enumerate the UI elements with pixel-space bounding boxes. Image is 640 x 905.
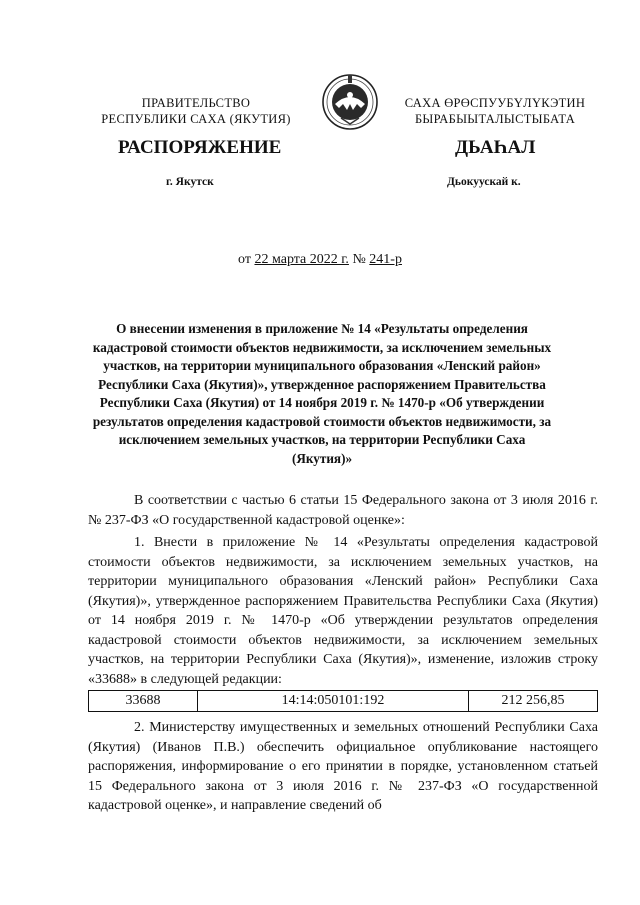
issuer-line-1: ПРАВИТЕЛЬСТВО [141,96,251,110]
cell-cadastral-value: 212 256,85 [469,691,598,712]
number-sign: № [348,252,370,267]
issuer-header-ru [96,95,296,127]
amendment-table [88,690,598,712]
table-row [89,691,598,712]
cell-cadastral-number: 14:14:050101:192 [198,691,469,712]
city-sah: Дьокуускай к. [447,176,521,188]
doc-type-ru: РАСПОРЯЖЕНИЕ [118,137,282,158]
document-date: 22 марта 2022 г. [254,252,349,267]
issuer-header-sah [390,95,600,127]
date-prefix: от [238,252,255,267]
paragraph-item-1: 1. Внести в приложение № 14 «Результаты определения кадастровой стоимости объектов недвижимости, за исключением земельных участков, на территории муниципального образования «Ленский район» Республики Саха (Якутия)», утвержденное распоряжением Правительства Республики Саха (Якутия) от 14 ноября 2019 г. № 1470-р «Об утверждении результатов определения кадастровой стоимости объектов недвижимости, за исключением земельных участков, на территории Республики Саха (Якутия)», изменение, изложив строку «33688» в следующей редакции: [88,535,598,687]
date-number-line [0,252,640,268]
city-ru: г. Якутск [166,176,214,188]
document-number: 241-р [369,252,402,267]
doc-type-sah: ДЬАҺАЛ [455,137,536,158]
issuer-line-1-sah: САХА ӨРӨСПУУБҮЛҮКЭТИН [404,96,586,110]
issuer-line-2: РЕСПУБЛИКИ САХА (ЯКУТИЯ) [101,112,291,126]
cell-row-number: 33688 [89,691,198,712]
paragraph-preamble: В соответствии с частью 6 статьи 15 Федерального закона от 3 июля 2016 г. № 237-ФЗ «О государственной кадастровой оценке»: [88,493,598,528]
coat-of-arms-icon [321,70,379,134]
document-subject: О внесении изменения в приложение № 14 «Результаты определения кадастровой стоимости объектов недвижимости, за исключением земельных участков, на территории муниципального образования «Ленский район» Республики Саха (Якутия)», утвержденное распоряжением Правительства Республики Саха (Якутия) от 14 ноября 2019 г. № 1470-р «Об утверждении результатов определения кадастровой стоимости объектов недвижимости, за исключением земельных участков, на территории Республики Саха (Якутия)» [92,321,552,466]
paragraph-item-2: 2. Министерству имущественных и земельных отношений Республики Саха (Якутия) (Иванов П.В.) обеспечить официальное опубликование настоящего распоряжения, информирование о его принятии в порядке, установленном статьей 15 Федерального закона от 3 июля 2016 г. № 237-ФЗ «О государственной кадастровой оценке», и направление сведений об [88,720,598,813]
issuer-line-2-sah: БЫРАБЫЫТАЛЫСТЫБАТА [414,112,576,126]
